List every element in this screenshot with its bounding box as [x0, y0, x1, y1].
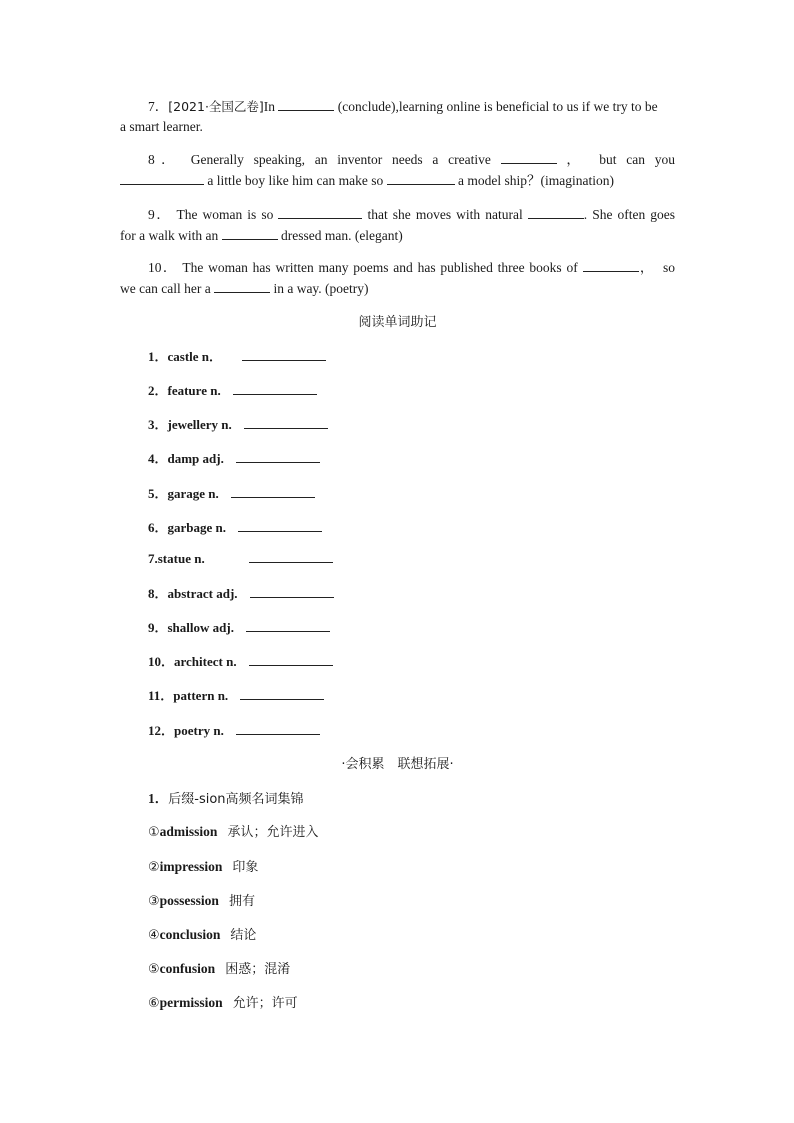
vocab-item: 8．abstract adj.	[148, 583, 334, 602]
question-number: 9．	[148, 207, 172, 222]
answer-blank[interactable]	[242, 348, 326, 361]
vocab-item: 10．architect n.	[148, 651, 333, 670]
answer-blank[interactable]	[278, 204, 362, 219]
accumulate-heading: 1．后缀-sion高频名词集锦	[148, 791, 304, 807]
vocab-item: 5．garage n.	[148, 483, 315, 502]
answer-blank[interactable]	[528, 204, 584, 219]
answer-blank[interactable]	[214, 278, 270, 293]
question-10: 10． The woman has written many poems and has published three books of ， so we can call her a in a way. (poetry)	[120, 257, 675, 299]
question-7: 7．[2021·全国乙卷]In (conclude),learning online is beneficial to us if we try to be a smart learner.	[120, 96, 675, 137]
answer-blank[interactable]	[240, 687, 324, 700]
suffix-word-item: ④conclusion 结论	[148, 927, 257, 943]
answer-blank[interactable]	[246, 619, 330, 632]
question-number: 8．	[148, 152, 181, 167]
answer-blank[interactable]	[249, 550, 333, 563]
question-9: 9． The woman is so that she moves with natural . She often goes for a walk with an dressed man. (elegant)	[120, 204, 675, 246]
vocab-item: 7.statue n.	[148, 550, 333, 567]
section-title-accumulate: ·会积累 联想拓展·	[341, 757, 454, 772]
answer-blank[interactable]	[238, 519, 322, 532]
answer-blank[interactable]	[249, 653, 333, 666]
suffix-word-item: ①admission 承认；允许进入	[148, 824, 319, 840]
vocab-item: 3．jewellery n.	[148, 414, 328, 433]
answer-blank[interactable]	[250, 585, 334, 598]
answer-blank[interactable]	[278, 96, 334, 111]
answer-blank[interactable]	[501, 149, 557, 164]
answer-blank[interactable]	[231, 485, 315, 498]
answer-blank[interactable]	[236, 450, 320, 463]
vocab-item: 4．damp adj.	[148, 448, 320, 467]
suffix-word-item: ⑤confusion 困惑；混淆	[148, 961, 291, 977]
answer-blank[interactable]	[120, 170, 204, 185]
suffix-word-item: ②impression 印象	[148, 859, 259, 875]
answer-blank[interactable]	[387, 170, 455, 185]
answer-blank[interactable]	[222, 225, 278, 240]
section-title-reading: 阅读单词助记	[358, 315, 437, 330]
vocab-item: 11．pattern n.	[148, 685, 324, 704]
answer-blank[interactable]	[233, 382, 317, 395]
vocab-item: 1．castle n．	[148, 346, 326, 365]
suffix-word-item: ③possession 拥有	[148, 893, 255, 909]
question-number: 10．	[148, 260, 178, 275]
answer-blank[interactable]	[583, 257, 639, 272]
question-number: 7．	[148, 99, 169, 114]
vocab-item: 9．shallow adj.	[148, 617, 330, 636]
answer-blank[interactable]	[236, 722, 320, 735]
vocab-item: 2．feature n.	[148, 380, 317, 399]
source-tag: [2021·全国乙卷]	[168, 99, 264, 114]
answer-blank[interactable]	[244, 416, 328, 429]
vocab-item: 12．poetry n.	[148, 720, 320, 739]
suffix-word-item: ⑥permission 允许；许可	[148, 995, 298, 1011]
vocab-item: 6．garbage n.	[148, 517, 322, 536]
question-8: 8． Generally speaking, an inventor needs a creative ， but can you a little boy like him can make so a model ship？(imagination)	[120, 149, 675, 191]
